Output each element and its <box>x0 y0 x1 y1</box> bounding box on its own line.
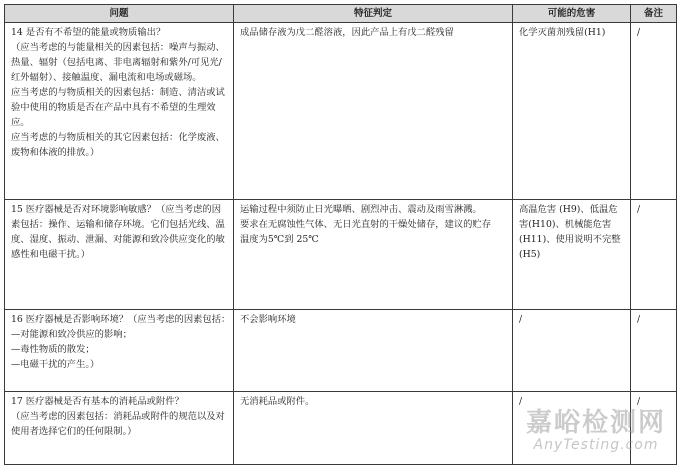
table-row <box>5 310 677 392</box>
table-row <box>5 23 677 200</box>
question-line: 热量、辐射（包括电离、非电离辐射和紫外/可见光/ <box>11 57 222 68</box>
hazard-line: (H5) <box>519 249 541 260</box>
question-line: 应当考虑的与物质相关的其它因素包括：化学废液、 <box>11 132 225 143</box>
hazard-cell <box>513 310 631 392</box>
table-row <box>5 200 677 310</box>
determination-line: 要求在无腐蚀性气体、无日光直射的干燥处储存，建议的贮存 <box>240 219 492 230</box>
watermark-text-cn: 嘉峪检测网 <box>525 408 666 438</box>
determination-line: 运输过程中须防止日光曝晒、剧烈冲击、震动及雨雪淋溅。 <box>240 204 482 215</box>
question-line: —对能源和致冷供应的影响； <box>11 329 132 340</box>
question-line: 验中使用的物质是否在产品中具有不希望的生理效 <box>11 102 216 113</box>
determination-cell <box>234 200 513 310</box>
header-note: 备注 <box>631 5 677 23</box>
determination-cell <box>234 310 513 392</box>
question-line: 15 医疗器械是否对环境影响敏感？（应当考虑的因 <box>11 204 222 215</box>
header-question: 问题 <box>5 5 234 23</box>
hazard-line: / <box>519 314 523 325</box>
risk-analysis-table <box>4 4 677 465</box>
question-line: 感性和电磁干扰。） <box>11 249 91 260</box>
hazard-cell <box>513 23 631 200</box>
determination-cell <box>234 392 513 465</box>
question-line: 应当考虑的与物质相关的因素包括：制造、清洁或试 <box>11 87 225 98</box>
question-line: 17 医疗器械是否有基本的消耗品或附件？ <box>11 396 184 407</box>
question-cell <box>5 23 234 200</box>
hazard-line: (H11)、使用说明不完整 <box>519 234 621 245</box>
question-line: 度、湿度、振动、泄漏、对能源和致冷供应变化的敏 <box>11 234 225 245</box>
determination-line: 无消耗品或附件。 <box>240 396 315 407</box>
question-line: 红外辐射）、接触温度、漏电流和电场或磁场。 <box>11 72 202 83</box>
header-determination: 特征判定 <box>234 5 513 23</box>
question-line: 素包括：操作、运输和储存环境。它们包括光线、温 <box>11 219 225 230</box>
determination-line: 不会影响环境 <box>240 314 296 325</box>
table-row <box>5 392 677 465</box>
question-line: —毒性物质的散发； <box>11 344 95 355</box>
question-line: 使用者选择它们的任何限制。） <box>11 426 137 437</box>
question-line: （应当考虑的因素包括：消耗品或附件的规范以及对 <box>11 411 225 422</box>
note-cell: / <box>631 23 677 200</box>
hazard-cell <box>513 392 631 465</box>
note-cell: / <box>631 200 677 310</box>
hazard-line: 高温危害 (H9)、低温危 <box>519 204 618 215</box>
question-line: 废物和体液的排放。） <box>11 147 100 158</box>
watermark-text-en: AnyTesting.com <box>533 437 659 453</box>
question-line: 14 是否有不希望的能量或物质输出？ <box>11 27 166 38</box>
determination-cell <box>234 23 513 200</box>
determination-line: 成品储存液为戊二醛溶液，因此产品上有戊二醛残留 <box>240 27 454 38</box>
header-hazard: 可能的危害 <box>513 5 631 23</box>
question-cell <box>5 310 234 392</box>
note-cell: / <box>631 310 677 392</box>
note-cell: / <box>631 392 677 465</box>
determination-line: 温度为5℃到 25℃ <box>240 234 319 245</box>
question-line: （应当考虑的与能量相关的因素包括：噪声与振动、 <box>11 42 225 53</box>
hazard-cell <box>513 200 631 310</box>
question-line: 16 医疗器械是否影响环境？（应当考虑的因素包括： <box>11 314 231 325</box>
table-header-row <box>5 5 677 23</box>
hazard-line: 化学灭菌剂残留(H1) <box>519 27 606 38</box>
question-cell <box>5 200 234 310</box>
question-line: —电磁干扰的产生。） <box>11 359 100 370</box>
hazard-line: / <box>519 396 523 407</box>
question-cell <box>5 392 234 465</box>
question-line: 应。 <box>11 117 30 128</box>
hazard-line: 害(H10)、机械能危害 <box>519 219 612 230</box>
